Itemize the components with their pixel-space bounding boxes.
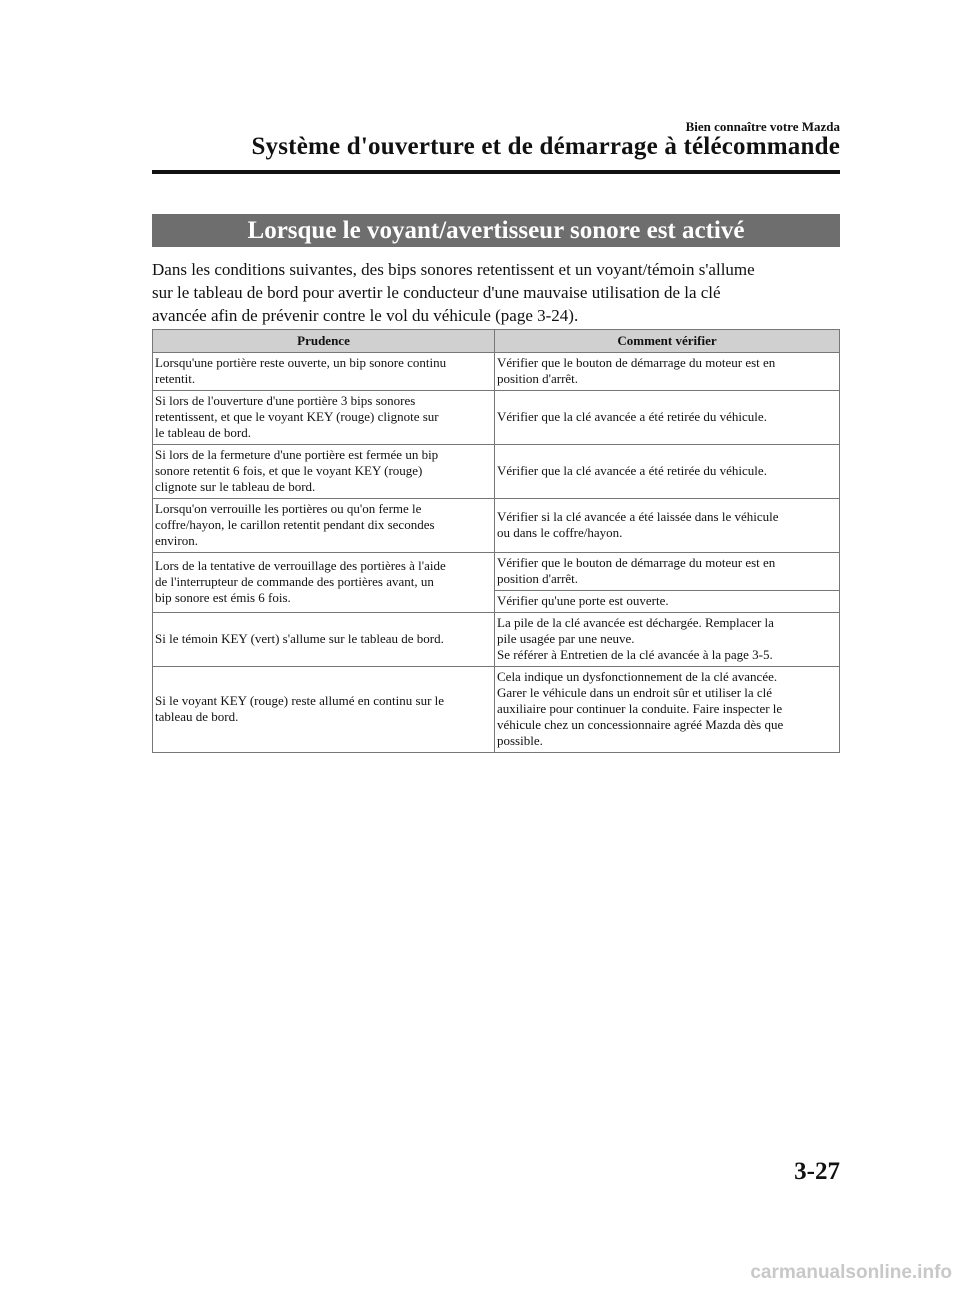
check-line: pile usagée par une neuve. [497,631,635,646]
check-cell [495,499,840,553]
check-line: véhicule chez un concessionnaire agréé Mazda dès que [497,717,784,732]
caution-line: Si lors de la fermeture d'une portière est fermée un bip [155,447,439,462]
watermark-text: carmanualsonline.info [750,1262,952,1283]
caution-line: retentit. [155,371,196,386]
caution-line: tableau de bord. [155,709,239,724]
caution-cell [153,391,495,445]
table-row [153,553,840,591]
page-number: 3-27 [794,1158,840,1185]
caution-line: environ. [155,533,198,548]
caution-line: clignote sur le tableau de bord. [155,479,316,494]
caution-cell [153,667,495,753]
check-line: Cela indique un dysfonctionnement de la clé avancée. [497,669,778,684]
caution-line: coffre/hayon, le carillon retentit pendant dix secondes [155,517,435,532]
caution-cell [153,613,495,667]
column-header-comment-verifier: Comment vérifier [495,330,840,353]
header-rule [152,170,840,174]
check-cell [495,591,840,613]
table-body [153,353,840,753]
table-row [153,353,840,391]
check-line: auxiliaire pour continuer la conduite. Faire inspecter le [497,701,783,716]
warning-table [152,329,840,753]
caution-line: Lorsqu'on verrouille les portières ou qu'on ferme le [155,501,422,516]
check-cell [495,445,840,499]
caution-line: Si lors de l'ouverture d'une portière 3 bips sonores [155,393,416,408]
table-row [153,499,840,553]
intro-line: Dans les conditions suivantes, des bips sonores retentissent et un voyant/témoin s'allume [152,260,755,279]
caution-line: le tableau de bord. [155,425,252,440]
check-cell [495,391,840,445]
caution-line: Lorsqu'une portière reste ouverte, un bip sonore continu [155,355,447,370]
caution-line: retentissent, et que le voyant KEY (rouge) clignote sur [155,409,439,424]
column-header-prudence: Prudence [153,330,495,353]
check-cell [495,613,840,667]
caution-cell [153,499,495,553]
caution-cell [153,353,495,391]
check-line: Vérifier qu'une porte est ouverte. [497,593,669,608]
check-line: Vérifier que la clé avancée a été retirée du véhicule. [497,409,767,424]
check-cell [495,667,840,753]
check-cell [495,553,840,591]
check-line: position d'arrêt. [497,371,579,386]
table-row [153,445,840,499]
caution-line: Si le témoin KEY (vert) s'allume sur le tableau de bord. [155,631,444,646]
intro-line: avancée afin de prévenir contre le vol du véhicule (page 3-24). [152,306,579,325]
intro-line: sur le tableau de bord pour avertir le conducteur d'une mauvaise utilisation de la clé [152,283,721,302]
table-row [153,391,840,445]
check-line: La pile de la clé avancée est déchargée. Remplacer la [497,615,774,630]
check-line: Vérifier que le bouton de démarrage du moteur est en [497,555,776,570]
check-line: Se référer à Entretien de la clé avancée à la page 3-5. [497,647,773,662]
table-row [153,667,840,753]
caution-line: bip sonore est émis 6 fois. [155,590,291,605]
check-cell [495,353,840,391]
caution-line: de l'interrupteur de commande des portières avant, un [155,574,434,589]
check-line: Vérifier si la clé avancée a été laissée dans le véhicule [497,509,779,524]
check-line: ou dans le coffre/hayon. [497,525,623,540]
caution-line: sonore retentit 6 fois, et que le voyant KEY (rouge) [155,463,423,478]
table-header-row [153,330,840,353]
check-line: Vérifier que le bouton de démarrage du moteur est en [497,355,776,370]
banner-heading: Lorsque le voyant/avertisseur sonore est activé [152,214,840,247]
caution-line: Si le voyant KEY (rouge) reste allumé en continu sur le [155,693,445,708]
caution-line: Lors de la tentative de verrouillage des portières à l'aide [155,558,446,573]
intro-paragraph [152,258,842,327]
check-line: Vérifier que la clé avancée a été retirée du véhicule. [497,463,767,478]
check-line: possible. [497,733,543,748]
check-line: Garer le véhicule dans un endroit sûr et utiliser la clé [497,685,773,700]
table-row [153,613,840,667]
section-title: Système d'ouverture et de démarrage à télécommande [251,133,840,160]
caution-cell [153,445,495,499]
caution-cell [153,553,495,613]
chapter-title: Bien connaître votre Mazda [685,119,840,134]
check-line: position d'arrêt. [497,571,579,586]
